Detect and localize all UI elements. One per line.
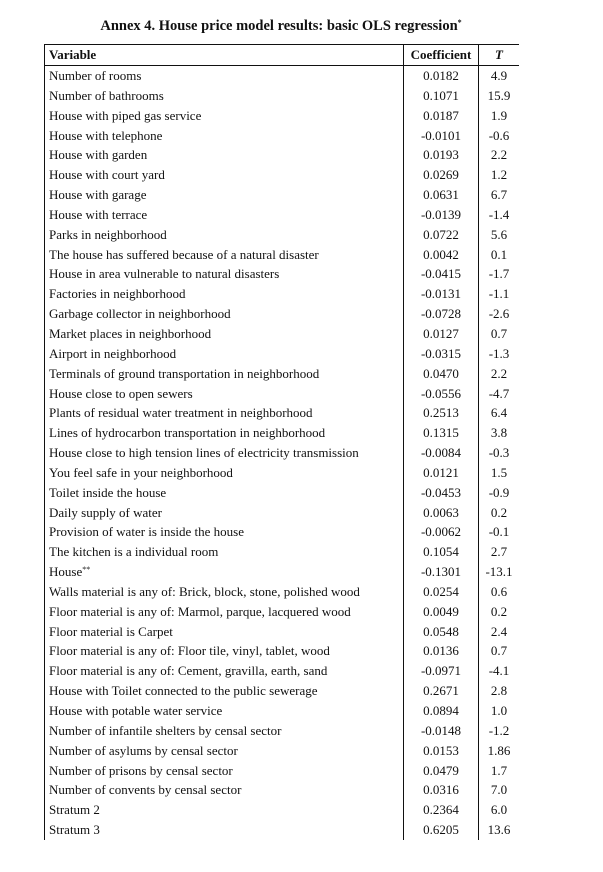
cell-variable: [45, 245, 404, 265]
cell-coefficient: -0.0453: [404, 483, 479, 503]
cell-coefficient: -0.0971: [404, 661, 479, 681]
cell-coefficient: 0.0254: [404, 582, 479, 602]
cell-t-statistic: 15.9: [479, 86, 520, 106]
table-row: [45, 522, 520, 542]
table-row: [45, 800, 520, 820]
cell-coefficient: 0.2513: [404, 403, 479, 423]
variable-label: House close to high tension lines of electricity transmission: [49, 445, 359, 461]
cell-t-statistic: -1.7: [479, 264, 520, 284]
cell-t-statistic: 3.8: [479, 423, 520, 443]
cell-coefficient: 0.0269: [404, 165, 479, 185]
variable-label: Number of prisons by censal sector: [49, 762, 233, 778]
table-row: [45, 225, 520, 245]
cell-variable: [45, 721, 404, 741]
table-row: [45, 185, 520, 205]
table-row: [45, 364, 520, 384]
cell-variable: [45, 145, 404, 165]
cell-t-statistic: 0.7: [479, 324, 520, 344]
table-row: [45, 721, 520, 741]
cell-coefficient: -0.0556: [404, 384, 479, 404]
cell-t-statistic: 2.7: [479, 542, 520, 562]
variable-label: Number of rooms: [49, 68, 142, 83]
cell-coefficient: -0.0084: [404, 443, 479, 463]
variable-label: House with court yard: [49, 167, 165, 183]
cell-coefficient: -0.0131: [404, 284, 479, 304]
cell-t-statistic: 1.86: [479, 741, 520, 761]
table-row: [45, 66, 520, 86]
cell-coefficient: 0.0121: [404, 463, 479, 483]
table-body: [45, 66, 520, 840]
table-row: [45, 384, 520, 404]
cell-variable: [45, 126, 404, 146]
table-row: [45, 205, 520, 225]
variable-label: Toilet inside the house: [49, 484, 167, 500]
variable-label: Plants of residual water treatment in neighborhood: [49, 405, 313, 421]
table-row: [45, 463, 520, 483]
table-row: [45, 701, 520, 721]
cell-variable: [45, 205, 404, 225]
variable-label: Number of infantile shelters by censal sector: [49, 722, 282, 738]
cell-coefficient: 0.0316: [404, 780, 479, 800]
variable-label: Walls material is any of: Brick, block, stone, polished wood: [49, 583, 360, 599]
cell-t-statistic: 2.2: [479, 364, 520, 384]
table-row: [45, 304, 520, 324]
header-variable: Variable: [45, 45, 404, 66]
cell-variable: [45, 622, 404, 642]
table-caption: [0, 17, 562, 35]
cell-t-statistic: -0.3: [479, 443, 520, 463]
cell-coefficient: 0.0479: [404, 761, 479, 781]
cell-variable: [45, 264, 404, 284]
variable-label: House with piped gas service: [49, 107, 202, 123]
cell-coefficient: 0.1315: [404, 423, 479, 443]
table-row: [45, 761, 520, 781]
table-row: [45, 582, 520, 602]
cell-variable: [45, 185, 404, 205]
cell-coefficient: 0.1054: [404, 542, 479, 562]
table-row: [45, 542, 520, 562]
cell-t-statistic: 0.1: [479, 245, 520, 265]
footnote-mark: **: [82, 565, 91, 575]
cell-t-statistic: 2.4: [479, 622, 520, 642]
table-row: [45, 562, 520, 582]
variable-label: Floor material is any of: Cement, gravilla, earth, sand: [49, 663, 328, 679]
table-row: [45, 661, 520, 681]
cell-t-statistic: 6.4: [479, 403, 520, 423]
variable-label: Number of bathrooms: [49, 87, 164, 103]
header-t: T: [479, 45, 520, 66]
table-row: [45, 245, 520, 265]
cell-variable: [45, 463, 404, 483]
cell-coefficient: 0.0042: [404, 245, 479, 265]
cell-coefficient: 0.0193: [404, 145, 479, 165]
variable-label: House with garage: [49, 187, 147, 203]
table-row: [45, 423, 520, 443]
variable-label: Parks in neighborhood: [49, 226, 167, 242]
cell-t-statistic: 0.7: [479, 641, 520, 661]
variable-label: Garbage collector in neighborhood: [49, 306, 231, 322]
cell-variable: [45, 284, 404, 304]
cell-coefficient: 0.1071: [404, 86, 479, 106]
cell-t-statistic: 6.7: [479, 185, 520, 205]
table-header-row: [45, 45, 520, 66]
cell-t-statistic: 7.0: [479, 780, 520, 800]
cell-t-statistic: -1.3: [479, 344, 520, 364]
table-row: [45, 284, 520, 304]
cell-t-statistic: -1.2: [479, 721, 520, 741]
variable-label: Market places in neighborhood: [49, 325, 212, 341]
cell-variable: [45, 661, 404, 681]
cell-coefficient: 0.0153: [404, 741, 479, 761]
cell-coefficient: -0.0315: [404, 344, 479, 364]
cell-variable: [45, 820, 404, 840]
table-row: [45, 145, 520, 165]
cell-variable: [45, 503, 404, 523]
table-row: [45, 86, 520, 106]
cell-t-statistic: -13.1: [479, 562, 520, 582]
table-row: [45, 443, 520, 463]
table-row: [45, 264, 520, 284]
cell-variable: [45, 780, 404, 800]
table-row: [45, 324, 520, 344]
cell-variable: [45, 701, 404, 721]
cell-variable: [45, 443, 404, 463]
variable-label: The kitchen is a individual room: [49, 544, 219, 560]
cell-variable: [45, 225, 404, 245]
variable-label: House with telephone: [49, 127, 163, 143]
cell-variable: [45, 304, 404, 324]
cell-variable: [45, 364, 404, 384]
cell-t-statistic: 13.6: [479, 820, 520, 840]
cell-t-statistic: 0.6: [479, 582, 520, 602]
cell-variable: [45, 384, 404, 404]
cell-coefficient: -0.0728: [404, 304, 479, 324]
table-row: [45, 344, 520, 364]
cell-t-statistic: -0.9: [479, 483, 520, 503]
regression-table: [44, 44, 519, 840]
cell-t-statistic: -1.4: [479, 205, 520, 225]
cell-t-statistic: 6.0: [479, 800, 520, 820]
cell-variable: [45, 602, 404, 622]
cell-variable: [45, 761, 404, 781]
cell-t-statistic: 1.2: [479, 165, 520, 185]
cell-coefficient: 0.6205: [404, 820, 479, 840]
cell-coefficient: -0.0101: [404, 126, 479, 146]
variable-label: Airport in neighborhood: [49, 345, 177, 361]
cell-coefficient: 0.0470: [404, 364, 479, 384]
table-row: [45, 503, 520, 523]
table-row: [45, 622, 520, 642]
caption-footnote-mark: *: [457, 18, 462, 27]
table-row: [45, 106, 520, 126]
cell-coefficient: -0.0062: [404, 522, 479, 542]
cell-t-statistic: 4.9: [479, 66, 520, 86]
table-row: [45, 483, 520, 503]
cell-variable: [45, 403, 404, 423]
variable-label: Provision of water is inside the house: [49, 524, 244, 540]
cell-t-statistic: -1.1: [479, 284, 520, 304]
variable-label: House with terrace: [49, 206, 148, 222]
cell-coefficient: 0.0631: [404, 185, 479, 205]
cell-t-statistic: 5.6: [479, 225, 520, 245]
variable-label: Stratum 2: [49, 802, 100, 818]
cell-variable: [45, 324, 404, 344]
cell-coefficient: 0.2671: [404, 681, 479, 701]
variable-label: Floor material is any of: Floor tile, vinyl, tablet, wood: [49, 643, 330, 659]
cell-t-statistic: 1.5: [479, 463, 520, 483]
cell-coefficient: 0.0063: [404, 503, 479, 523]
variable-label: Stratum 3: [49, 822, 100, 838]
cell-variable: [45, 423, 404, 443]
variable-label: House close to open sewers: [49, 385, 193, 401]
cell-coefficient: 0.0127: [404, 324, 479, 344]
table-row: [45, 741, 520, 761]
cell-variable: [45, 582, 404, 602]
cell-coefficient: 0.2364: [404, 800, 479, 820]
cell-t-statistic: 0.2: [479, 602, 520, 622]
cell-t-statistic: 1.9: [479, 106, 520, 126]
cell-variable: [45, 165, 404, 185]
variable-label: House with Toilet connected to the public sewerage: [49, 683, 318, 699]
variable-label: Floor material is Carpet: [49, 623, 173, 639]
variable-label: Lines of hydrocarbon transportation in neighborhood: [49, 425, 326, 441]
table-row: [45, 641, 520, 661]
cell-variable: [45, 106, 404, 126]
variable-label: Factories in neighborhood: [49, 286, 186, 302]
cell-variable: [45, 800, 404, 820]
cell-t-statistic: 2.2: [479, 145, 520, 165]
cell-t-statistic: -2.6: [479, 304, 520, 324]
cell-variable: [45, 86, 404, 106]
cell-coefficient: 0.0136: [404, 641, 479, 661]
table-row: [45, 165, 520, 185]
table-row: [45, 780, 520, 800]
regression-table-container: [44, 44, 519, 846]
table-row: [45, 602, 520, 622]
cell-variable: [45, 562, 404, 582]
variable-label: Daily supply of water: [49, 504, 163, 520]
cell-variable: [45, 344, 404, 364]
variable-label: Floor material is any of: Marmol, parque, lacquered wood: [49, 603, 351, 619]
variable-label: You feel safe in your neighborhood: [49, 464, 233, 480]
table-row: [45, 403, 520, 423]
cell-variable: [45, 66, 404, 86]
cell-variable: [45, 522, 404, 542]
table-row: [45, 126, 520, 146]
cell-t-statistic: 0.2: [479, 503, 520, 523]
variable-label: Number of asylums by censal sector: [49, 742, 238, 758]
cell-coefficient: 0.0548: [404, 622, 479, 642]
cell-t-statistic: 1.7: [479, 761, 520, 781]
table-row: [45, 681, 520, 701]
cell-coefficient: 0.0187: [404, 106, 479, 126]
cell-variable: [45, 641, 404, 661]
cell-coefficient: 0.0182: [404, 66, 479, 86]
cell-t-statistic: -0.1: [479, 522, 520, 542]
variable-label: House with potable water service: [49, 703, 223, 718]
cell-t-statistic: -4.7: [479, 384, 520, 404]
cell-t-statistic: -0.6: [479, 126, 520, 146]
cell-t-statistic: 1.0: [479, 701, 520, 721]
cell-coefficient: 0.0049: [404, 602, 479, 622]
cell-t-statistic: -4.1: [479, 661, 520, 681]
variable-label: House with garden: [49, 147, 148, 163]
cell-variable: [45, 483, 404, 503]
cell-t-statistic: 2.8: [479, 681, 520, 701]
header-coefficient: Coefficient: [404, 45, 479, 66]
caption-title: Annex 4. House price model results: basic OLS regression: [100, 18, 458, 34]
variable-label: Number of convents by censal sector: [49, 782, 242, 798]
variable-label: Terminals of ground transportation in neighborhood: [49, 365, 320, 381]
cell-coefficient: -0.0148: [404, 721, 479, 741]
cell-variable: [45, 542, 404, 562]
cell-variable: [45, 741, 404, 761]
cell-coefficient: -0.1301: [404, 562, 479, 582]
table-row: [45, 820, 520, 840]
cell-coefficient: -0.0139: [404, 205, 479, 225]
variable-label: House: [49, 564, 83, 580]
cell-coefficient: 0.0722: [404, 225, 479, 245]
cell-coefficient: -0.0415: [404, 264, 479, 284]
cell-coefficient: 0.0894: [404, 701, 479, 721]
cell-variable: [45, 681, 404, 701]
variable-label: House in area vulnerable to natural disasters: [49, 266, 280, 282]
variable-label: The house has suffered because of a natural disaster: [49, 246, 319, 262]
